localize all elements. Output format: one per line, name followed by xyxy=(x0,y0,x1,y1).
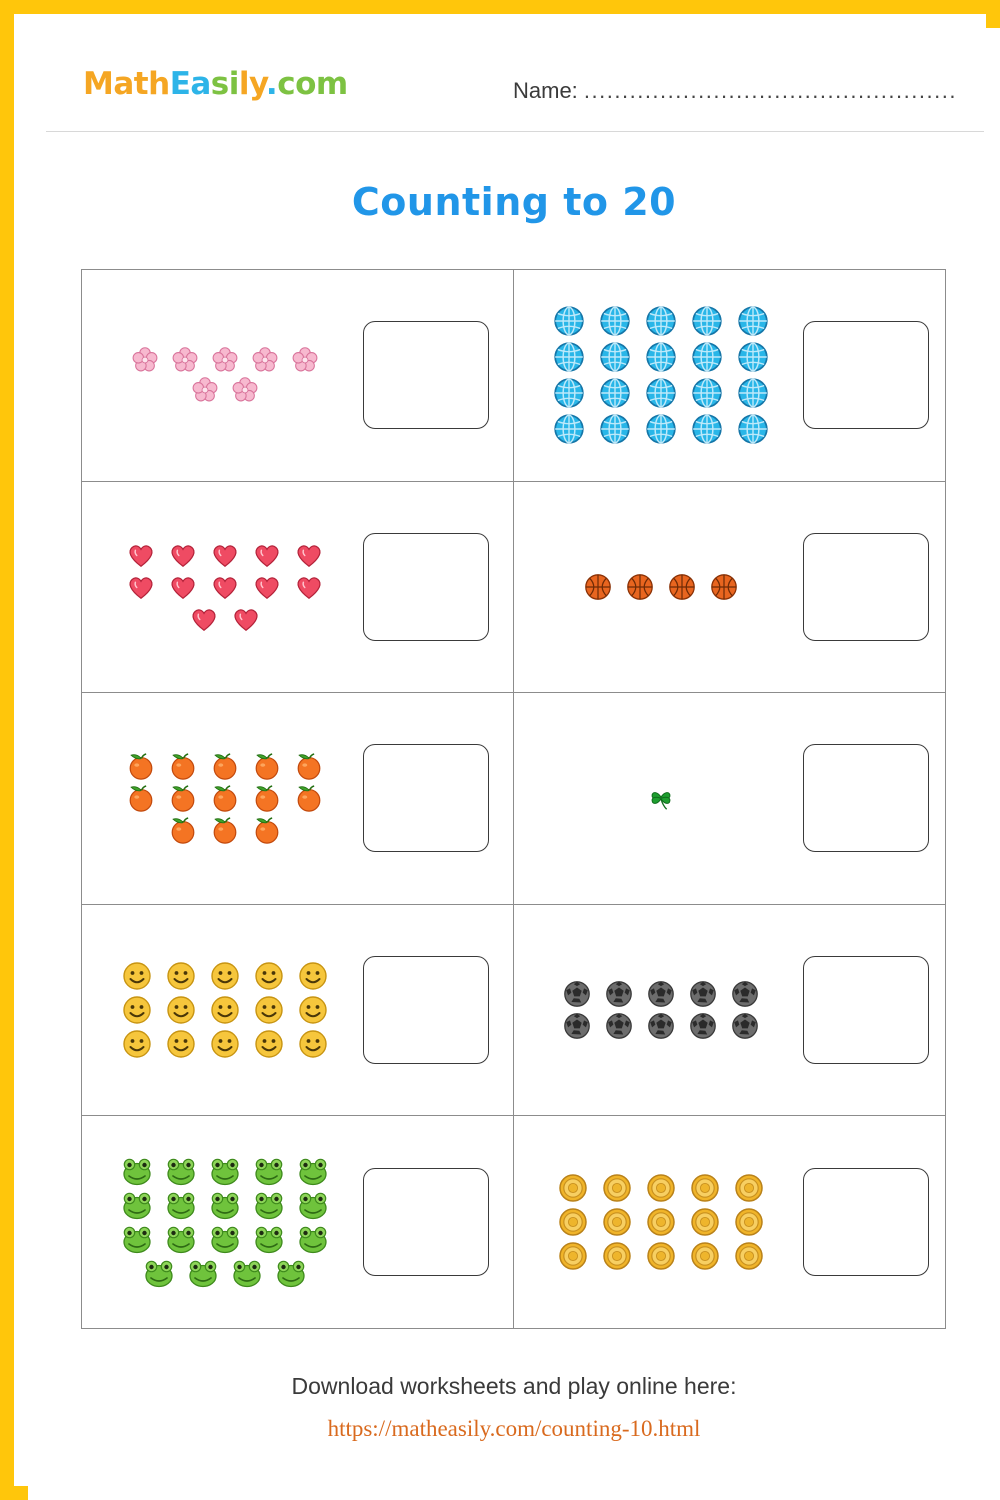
heart-icon xyxy=(231,604,261,634)
globe-icon xyxy=(644,340,678,374)
soccer-ball-icon xyxy=(562,1011,592,1041)
object-group-clover xyxy=(520,783,804,813)
footer-link[interactable]: https://matheasily.com/counting-10.html xyxy=(327,1416,701,1441)
frog-face-icon xyxy=(297,1155,329,1187)
object-row xyxy=(126,540,324,570)
coin-icon xyxy=(601,1240,633,1272)
soccer-ball-icon xyxy=(604,979,634,1009)
object-row xyxy=(191,376,259,404)
coin-icon xyxy=(733,1206,765,1238)
basketball-icon xyxy=(667,572,697,602)
smiley-face-icon xyxy=(253,1028,285,1060)
frog-face-icon xyxy=(209,1189,241,1221)
object-row xyxy=(126,572,324,602)
counting-cell-frogs xyxy=(82,1116,514,1328)
object-row xyxy=(189,604,261,634)
footer-text: Download worksheets and play online here: xyxy=(291,1373,737,1399)
cherry-blossom-icon xyxy=(211,346,239,374)
object-row xyxy=(143,1257,307,1289)
worksheet-sheet xyxy=(28,28,1000,1500)
globe-icon xyxy=(736,304,770,338)
object-group-tangerines xyxy=(88,751,363,845)
coin-icon xyxy=(733,1172,765,1204)
tangerine-icon xyxy=(252,751,282,781)
smiley-face-icon xyxy=(165,1028,197,1060)
object-group-hearts xyxy=(88,540,363,634)
counting-cell-clover xyxy=(514,693,946,905)
counting-cell-hearts xyxy=(82,482,514,694)
header-divider xyxy=(46,131,984,132)
tangerine-icon xyxy=(126,783,156,813)
smiley-face-icon xyxy=(209,994,241,1026)
answer-box-soccerballs[interactable] xyxy=(803,956,929,1064)
globe-icon xyxy=(736,340,770,374)
object-row xyxy=(646,783,676,813)
globe-icon xyxy=(598,340,632,374)
basketball-icon xyxy=(709,572,739,602)
globe-icon xyxy=(644,412,678,446)
tangerine-icon xyxy=(126,751,156,781)
object-row xyxy=(552,376,770,410)
coin-icon xyxy=(689,1206,721,1238)
page-header xyxy=(28,28,1000,128)
coin-icon xyxy=(733,1240,765,1272)
globe-icon xyxy=(552,412,586,446)
heart-icon xyxy=(126,572,156,602)
heart-icon xyxy=(126,540,156,570)
coin-icon xyxy=(645,1172,677,1204)
coin-icon xyxy=(689,1240,721,1272)
heart-icon xyxy=(168,540,198,570)
name-field-line xyxy=(513,78,957,104)
coin-icon xyxy=(557,1240,589,1272)
globe-icon xyxy=(690,340,724,374)
soccer-ball-icon xyxy=(604,1011,634,1041)
answer-box-smileys[interactable] xyxy=(363,956,489,1064)
basketball-icon xyxy=(625,572,655,602)
answer-box-clover[interactable] xyxy=(803,744,929,852)
coin-icon xyxy=(645,1240,677,1272)
globe-icon xyxy=(552,376,586,410)
smiley-face-icon xyxy=(297,960,329,992)
frog-face-icon xyxy=(209,1223,241,1255)
answer-box-frogs[interactable] xyxy=(363,1168,489,1276)
page-footer xyxy=(28,1373,1000,1442)
object-row xyxy=(121,994,329,1026)
tangerine-icon xyxy=(168,783,198,813)
counting-cell-globes xyxy=(514,270,946,482)
object-row xyxy=(121,1028,329,1060)
object-row xyxy=(562,1011,760,1041)
name-input-dots[interactable]: ................................................. xyxy=(583,78,957,103)
smiley-face-icon xyxy=(297,1028,329,1060)
four-leaf-clover-icon xyxy=(646,783,676,813)
object-row xyxy=(557,1240,765,1272)
object-group-coins xyxy=(520,1172,804,1272)
frog-face-icon xyxy=(165,1223,197,1255)
heart-icon xyxy=(294,540,324,570)
object-group-frogs xyxy=(88,1155,363,1289)
frog-face-icon xyxy=(297,1223,329,1255)
page-title: Counting to 20 xyxy=(351,180,677,224)
heart-icon xyxy=(252,572,282,602)
tangerine-icon xyxy=(210,783,240,813)
smiley-face-icon xyxy=(253,994,285,1026)
heart-icon xyxy=(294,572,324,602)
coin-icon xyxy=(557,1206,589,1238)
globe-icon xyxy=(552,304,586,338)
logo-part-com: .com xyxy=(265,66,348,102)
globe-icon xyxy=(598,412,632,446)
name-label: Name: xyxy=(513,78,578,103)
heart-icon xyxy=(189,604,219,634)
answer-box-flowers[interactable] xyxy=(363,321,489,429)
object-row xyxy=(552,340,770,374)
globe-icon xyxy=(690,412,724,446)
frog-face-icon xyxy=(253,1155,285,1187)
tangerine-icon xyxy=(252,815,282,845)
soccer-ball-icon xyxy=(730,1011,760,1041)
frog-face-icon xyxy=(165,1189,197,1221)
smiley-face-icon xyxy=(209,960,241,992)
globe-icon xyxy=(644,304,678,338)
frog-face-icon xyxy=(143,1257,175,1289)
counting-cell-basketballs xyxy=(514,482,946,694)
object-row xyxy=(121,960,329,992)
frog-face-icon xyxy=(231,1257,263,1289)
frog-face-icon xyxy=(121,1155,153,1187)
soccer-ball-icon xyxy=(730,979,760,1009)
tangerine-icon xyxy=(210,751,240,781)
smiley-face-icon xyxy=(253,960,285,992)
coin-icon xyxy=(689,1172,721,1204)
logo-part-easily: Easily xyxy=(169,66,266,102)
object-group-flowers xyxy=(88,346,363,404)
logo-part-math: Math xyxy=(83,66,170,102)
heart-icon xyxy=(210,540,240,570)
frog-face-icon xyxy=(187,1257,219,1289)
answer-box-tangerines[interactable] xyxy=(363,744,489,852)
object-row xyxy=(557,1206,765,1238)
object-row xyxy=(557,1172,765,1204)
cherry-blossom-icon xyxy=(291,346,319,374)
object-row xyxy=(121,1155,329,1187)
cherry-blossom-icon xyxy=(191,376,219,404)
object-row xyxy=(552,304,770,338)
tangerine-icon xyxy=(168,815,198,845)
smiley-face-icon xyxy=(209,1028,241,1060)
heart-icon xyxy=(252,540,282,570)
smiley-face-icon xyxy=(165,994,197,1026)
answer-box-globes[interactable] xyxy=(803,321,929,429)
counting-cell-smileys xyxy=(82,905,514,1117)
frog-face-icon xyxy=(297,1189,329,1221)
tangerine-icon xyxy=(294,783,324,813)
globe-icon xyxy=(598,304,632,338)
globe-icon xyxy=(736,412,770,446)
object-row xyxy=(562,979,760,1009)
answer-box-basketballs[interactable] xyxy=(803,533,929,641)
object-row xyxy=(121,1189,329,1221)
smiley-face-icon xyxy=(297,994,329,1026)
object-group-smileys xyxy=(88,960,363,1060)
object-row xyxy=(126,783,324,813)
smiley-face-icon xyxy=(121,960,153,992)
globe-icon xyxy=(736,376,770,410)
object-row xyxy=(168,815,282,845)
answer-box-coins[interactable] xyxy=(803,1168,929,1276)
object-row xyxy=(131,346,319,374)
coin-icon xyxy=(601,1206,633,1238)
counting-cell-coins xyxy=(514,1116,946,1328)
object-row xyxy=(552,412,770,446)
object-group-soccerballs xyxy=(520,979,804,1041)
object-row xyxy=(126,751,324,781)
smiley-face-icon xyxy=(165,960,197,992)
cherry-blossom-icon xyxy=(131,346,159,374)
counting-grid xyxy=(81,269,946,1329)
soccer-ball-icon xyxy=(562,979,592,1009)
counting-cell-soccerballs xyxy=(514,905,946,1117)
coin-icon xyxy=(601,1172,633,1204)
object-row xyxy=(121,1223,329,1255)
cherry-blossom-icon xyxy=(171,346,199,374)
soccer-ball-icon xyxy=(688,1011,718,1041)
cherry-blossom-icon xyxy=(251,346,279,374)
counting-cell-tangerines xyxy=(82,693,514,905)
soccer-ball-icon xyxy=(646,1011,676,1041)
frog-face-icon xyxy=(253,1223,285,1255)
object-row xyxy=(583,572,739,602)
globe-icon xyxy=(598,376,632,410)
heart-icon xyxy=(168,572,198,602)
globe-icon xyxy=(690,304,724,338)
globe-icon xyxy=(690,376,724,410)
soccer-ball-icon xyxy=(646,979,676,1009)
site-logo xyxy=(83,66,348,102)
counting-cell-flowers xyxy=(82,270,514,482)
object-group-globes xyxy=(520,304,804,446)
heart-icon xyxy=(210,572,240,602)
globe-icon xyxy=(552,340,586,374)
tangerine-icon xyxy=(210,815,240,845)
tangerine-icon xyxy=(294,751,324,781)
coin-icon xyxy=(557,1172,589,1204)
coin-icon xyxy=(645,1206,677,1238)
frog-face-icon xyxy=(209,1155,241,1187)
cherry-blossom-icon xyxy=(231,376,259,404)
frog-face-icon xyxy=(121,1189,153,1221)
tangerine-icon xyxy=(168,751,198,781)
object-group-basketballs xyxy=(520,572,804,602)
frog-face-icon xyxy=(253,1189,285,1221)
answer-box-hearts[interactable] xyxy=(363,533,489,641)
frog-face-icon xyxy=(121,1223,153,1255)
smiley-face-icon xyxy=(121,994,153,1026)
frog-face-icon xyxy=(275,1257,307,1289)
tangerine-icon xyxy=(252,783,282,813)
soccer-ball-icon xyxy=(688,979,718,1009)
basketball-icon xyxy=(583,572,613,602)
frog-face-icon xyxy=(165,1155,197,1187)
smiley-face-icon xyxy=(121,1028,153,1060)
globe-icon xyxy=(644,376,678,410)
